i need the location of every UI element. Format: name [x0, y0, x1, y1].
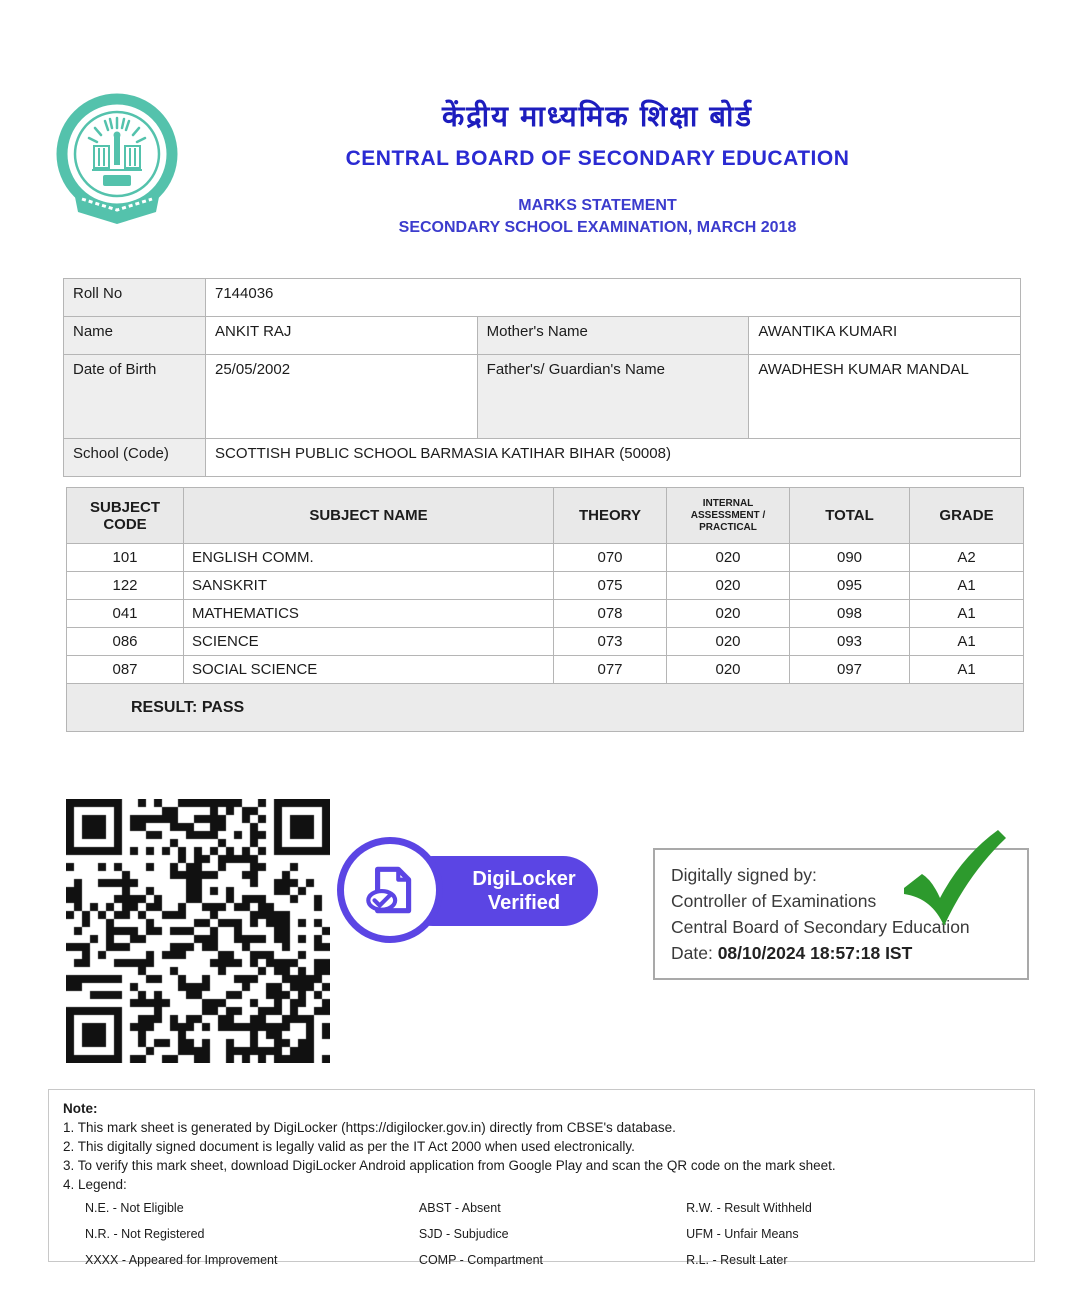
table-row	[64, 439, 1021, 477]
signer-organization: Central Board of Secondary Education	[671, 917, 970, 937]
legend-item: N.E. - Not Eligible	[85, 1201, 184, 1215]
dob-value: 25/05/2002	[206, 355, 478, 439]
table-row	[64, 279, 1021, 317]
qr-code	[66, 799, 330, 1063]
table-cell: 097	[790, 656, 910, 684]
table-cell: 020	[667, 572, 790, 600]
table-row	[67, 656, 1024, 684]
table-cell: 095	[790, 572, 910, 600]
table-cell: A2	[910, 544, 1024, 572]
table-cell: 090	[790, 544, 910, 572]
signature-date	[671, 940, 1011, 966]
roll-no-label: Roll No	[64, 279, 206, 317]
table-cell: 101	[67, 544, 184, 572]
table-cell: 098	[790, 600, 910, 628]
table-cell: 078	[554, 600, 667, 628]
table-cell: 086	[67, 628, 184, 656]
marks-table	[66, 487, 1024, 732]
col-subject-name: SUBJECT NAME	[184, 488, 554, 544]
table-cell: 087	[67, 656, 184, 684]
header	[175, 96, 1020, 237]
badge-line2: Verified	[487, 892, 561, 914]
table-cell: 020	[667, 656, 790, 684]
table-cell: A1	[910, 656, 1024, 684]
legend-column	[419, 1195, 686, 1273]
mother-name-label: Mother's Name	[477, 317, 749, 355]
table-cell: SCIENCE	[184, 628, 554, 656]
table-cell: SANSKRIT	[184, 572, 554, 600]
date-label: Date:	[671, 943, 713, 963]
cbse-logo	[56, 90, 178, 240]
table-cell: 073	[554, 628, 667, 656]
result-value: RESULT: PASS	[67, 684, 1024, 732]
legend-item: N.R. - Not Registered	[85, 1227, 205, 1241]
dob-label: Date of Birth	[64, 355, 206, 439]
board-name-hindi: केंद्रीय माध्यमिक शिक्षा बोर्ड	[442, 101, 753, 133]
marks-table-body	[67, 544, 1024, 684]
digilocker-badge-emblem	[337, 837, 443, 943]
document-title: MARKS STATEMENT	[518, 197, 677, 214]
table-cell: A1	[910, 572, 1024, 600]
col-theory: THEORY	[554, 488, 667, 544]
table-row	[67, 544, 1024, 572]
cbse-seal-icon	[56, 90, 178, 240]
legend-item: R.L. - Result Later	[686, 1253, 788, 1267]
col-subject-code: SUBJECT CODE	[67, 488, 184, 544]
table-cell: 093	[790, 628, 910, 656]
note-box	[48, 1089, 1035, 1267]
table-row	[64, 317, 1021, 355]
legend-item: R.W. - Result Withheld	[686, 1201, 812, 1215]
note-title: Note:	[63, 1101, 98, 1116]
legend-item: ABST - Absent	[418, 1201, 501, 1215]
table-cell: 020	[667, 544, 790, 572]
col-total: TOTAL	[790, 488, 910, 544]
roll-no-value: 7144036	[206, 279, 1021, 317]
table-cell: 020	[667, 628, 790, 656]
table-cell: MATHEMATICS	[184, 600, 554, 628]
badge-line1: DigiLocker	[472, 868, 576, 890]
name-value: ANKIT RAJ	[206, 317, 478, 355]
table-row	[67, 572, 1024, 600]
signer-name: Controller of Examinations	[671, 891, 877, 911]
legend-column	[686, 1195, 1020, 1273]
col-grade: GRADE	[910, 488, 1024, 544]
legend-item: COMP - Compartment	[418, 1253, 544, 1267]
table-cell: 075	[554, 572, 667, 600]
verified-checkmark-icon	[896, 826, 1012, 930]
table-header-row	[67, 488, 1024, 544]
name-label: Name	[64, 317, 206, 355]
exam-title: SECONDARY SCHOOL EXAMINATION, MARCH 2018	[398, 219, 797, 236]
table-row	[64, 355, 1021, 439]
note-item: 3. To verify this mark sheet, download DigiLocker Android application from Google Play and scan the QR code on the mark sheet.	[63, 1158, 836, 1173]
legend-item: UFM - Unfair Means	[686, 1227, 799, 1241]
board-name-english: CENTRAL BOARD OF SECONDARY EDUCATION	[345, 147, 850, 170]
table-row	[67, 600, 1024, 628]
table-cell: 041	[67, 600, 184, 628]
table-cell: 077	[554, 656, 667, 684]
col-internal-assessment: INTERNAL ASSESSMENT / PRACTICAL	[667, 488, 790, 544]
father-name-value: AWADHESH KUMAR MANDAL	[749, 355, 1021, 439]
legend-column	[85, 1195, 419, 1273]
table-cell: 020	[667, 600, 790, 628]
note-item: 2. This digitally signed document is legally valid as per the IT Act 2000 when used electronically.	[63, 1139, 635, 1154]
table-cell: A1	[910, 600, 1024, 628]
legend-item: XXXX - Appeared for Improvement	[85, 1253, 278, 1267]
student-info-table	[63, 278, 1021, 477]
table-cell: 070	[554, 544, 667, 572]
result-row	[67, 684, 1024, 732]
father-name-label: Father's/ Guardian's Name	[477, 355, 749, 439]
signed-by-label: Digitally signed by:	[671, 865, 817, 885]
document-cloud-icon	[359, 859, 421, 921]
table-cell: SOCIAL SCIENCE	[184, 656, 554, 684]
date-value: 08/10/2024 18:57:18 IST	[717, 943, 913, 963]
table-cell: ENGLISH COMM.	[184, 544, 554, 572]
table-cell: 122	[67, 572, 184, 600]
table-row	[67, 628, 1024, 656]
legend-item: SJD - Subjudice	[418, 1227, 509, 1241]
note-item: 4. Legend:	[63, 1177, 127, 1192]
mother-name-value: AWANTIKA KUMARI	[749, 317, 1021, 355]
school-value: SCOTTISH PUBLIC SCHOOL BARMASIA KATIHAR BIHAR (50008)	[206, 439, 1021, 477]
legend-grid	[85, 1195, 1020, 1273]
note-item: 1. This mark sheet is generated by DigiLocker (https://digilocker.gov.in) directly from CBSE's database.	[63, 1120, 676, 1135]
school-label: School (Code)	[64, 439, 206, 477]
table-cell: A1	[910, 628, 1024, 656]
